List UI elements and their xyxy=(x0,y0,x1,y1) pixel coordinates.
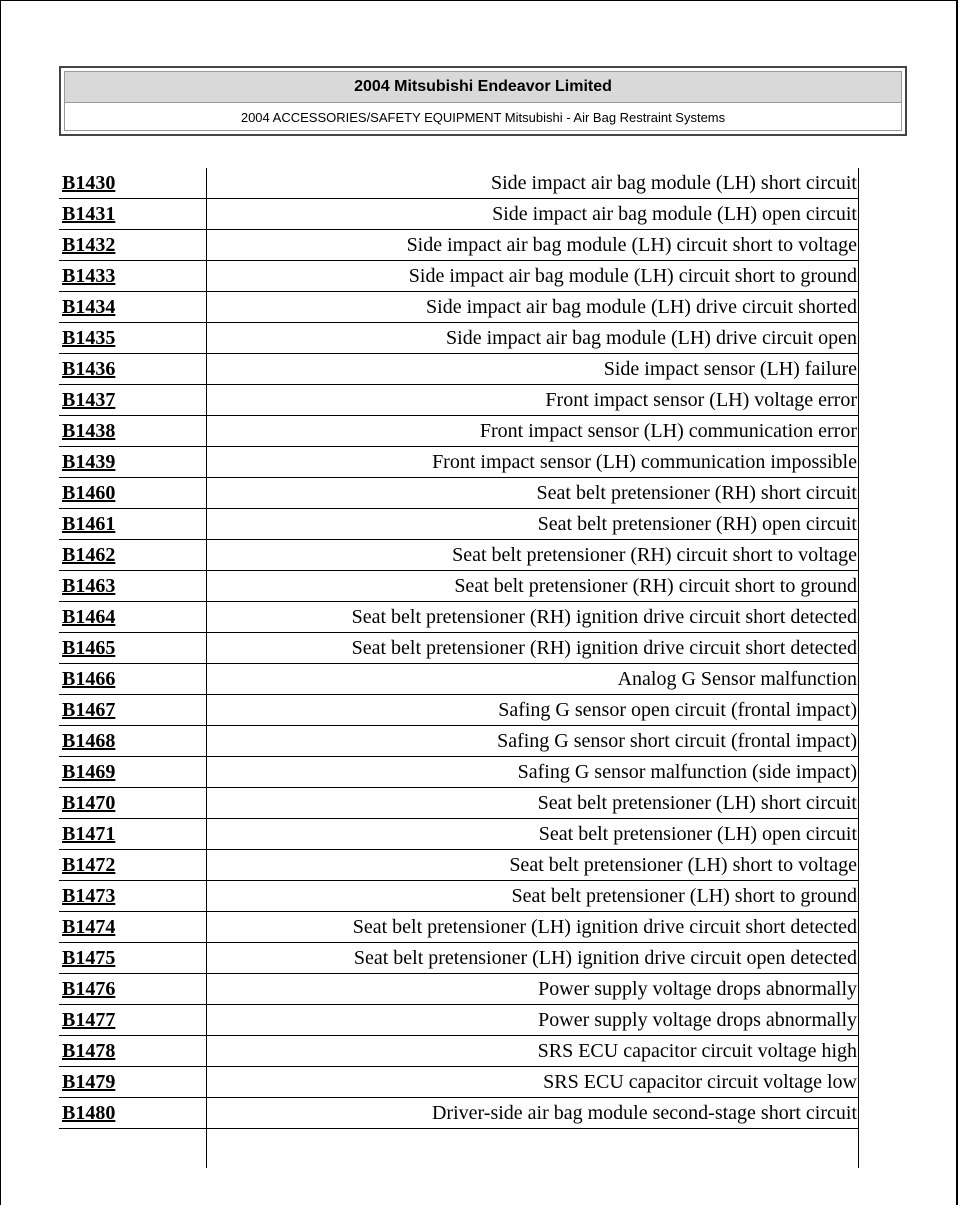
dtc-code-link[interactable]: B1472 xyxy=(62,854,116,876)
table-row xyxy=(59,881,859,912)
dtc-code-link[interactable]: B1463 xyxy=(62,575,116,597)
dtc-description: Driver-side air bag module second-stage short circuit xyxy=(431,1102,857,1124)
dtc-code-link[interactable]: B1466 xyxy=(62,668,116,690)
dtc-description: Side impact air bag module (LH) short circuit xyxy=(490,172,857,194)
table-row xyxy=(59,261,859,292)
dtc-code-link[interactable]: B1438 xyxy=(62,420,116,442)
table-row xyxy=(59,850,859,881)
dtc-code-link[interactable]: B1461 xyxy=(62,513,116,535)
dtc-code-link[interactable]: B1469 xyxy=(62,761,116,783)
dtc-code-link[interactable]: B1465 xyxy=(62,637,116,659)
dtc-code-link[interactable]: B1430 xyxy=(62,172,116,194)
header-title: 2004 Mitsubishi Endeavor Limited xyxy=(65,72,901,103)
table-row xyxy=(59,509,859,540)
dtc-description: Front impact sensor (LH) voltage error xyxy=(545,389,857,411)
table-row xyxy=(59,571,859,602)
table-row xyxy=(59,912,859,943)
dtc-description: Safing G sensor short circuit (frontal impact) xyxy=(497,730,857,752)
dtc-code-link[interactable]: B1434 xyxy=(62,296,116,318)
dtc-description: Seat belt pretensioner (RH) ignition drive circuit short detected xyxy=(351,637,857,659)
table-row xyxy=(59,1098,859,1129)
dtc-code-link[interactable]: B1433 xyxy=(62,265,116,287)
dtc-description: Seat belt pretensioner (LH) short circuit xyxy=(537,792,857,814)
dtc-description: Seat belt pretensioner (LH) ignition drive circuit short detected xyxy=(352,916,857,938)
header-inner xyxy=(64,71,902,131)
dtc-description: Seat belt pretensioner (RH) open circuit xyxy=(537,513,857,535)
dtc-description: Front impact sensor (LH) communication error xyxy=(479,420,857,442)
dtc-description: Side impact air bag module (LH) drive circuit shorted xyxy=(426,296,857,318)
dtc-code-link[interactable]: B1470 xyxy=(62,792,116,814)
dtc-code-link[interactable]: B1432 xyxy=(62,234,116,256)
dtc-description: Analog G Sensor malfunction xyxy=(617,668,857,690)
dtc-code-link[interactable]: B1473 xyxy=(62,885,116,907)
dtc-description: Seat belt pretensioner (RH) short circuit xyxy=(536,482,857,504)
dtc-description: Seat belt pretensioner (LH) ignition drive circuit open detected xyxy=(353,947,857,969)
dtc-description: Power supply voltage drops abnormally xyxy=(538,1009,857,1031)
table-row xyxy=(59,974,859,1005)
table-row xyxy=(59,416,859,447)
table-row xyxy=(59,323,859,354)
dtc-code-link[interactable]: B1436 xyxy=(62,358,116,380)
dtc-code-link[interactable]: B1471 xyxy=(62,823,116,845)
dtc-description: SRS ECU capacitor circuit voltage high xyxy=(537,1040,857,1062)
dtc-table xyxy=(59,168,859,1160)
table-row xyxy=(59,447,859,478)
table-row xyxy=(59,943,859,974)
dtc-code-link[interactable]: B1478 xyxy=(62,1040,116,1062)
dtc-description: SRS ECU capacitor circuit voltage low xyxy=(543,1071,857,1093)
table-row xyxy=(59,540,859,571)
dtc-code-link[interactable]: B1467 xyxy=(62,699,116,721)
table-row xyxy=(59,168,859,199)
dtc-code-link[interactable]: B1479 xyxy=(62,1071,116,1093)
dtc-code-link[interactable]: B1477 xyxy=(62,1009,116,1031)
dtc-description: Side impact air bag module (LH) circuit short to ground xyxy=(408,265,857,287)
dtc-description: Power supply voltage drops abnormally xyxy=(538,978,857,1000)
dtc-code-link[interactable]: B1475 xyxy=(62,947,116,969)
table-row xyxy=(59,385,859,416)
dtc-code-link[interactable]: B1476 xyxy=(62,978,116,1000)
dtc-code-link[interactable]: B1439 xyxy=(62,451,116,473)
dtc-description: Front impact sensor (LH) communication impossible xyxy=(432,451,857,473)
table-row xyxy=(59,602,859,633)
table-row xyxy=(59,695,859,726)
dtc-code-link[interactable]: B1460 xyxy=(62,482,116,504)
table-row xyxy=(59,1036,859,1067)
header-subtitle: 2004 ACCESSORIES/SAFETY EQUIPMENT Mitsubishi - Air Bag Restraint Systems xyxy=(240,110,726,125)
dtc-code-link[interactable]: B1480 xyxy=(62,1102,116,1124)
dtc-description: Side impact air bag module (LH) drive circuit open xyxy=(446,327,857,349)
table-row xyxy=(59,633,859,664)
table-row xyxy=(59,726,859,757)
table-row xyxy=(59,199,859,230)
dtc-description: Seat belt pretensioner (RH) ignition drive circuit short detected xyxy=(351,606,857,628)
dtc-code-link[interactable]: B1468 xyxy=(62,730,116,752)
table-row xyxy=(59,354,859,385)
dtc-code-link[interactable]: B1435 xyxy=(62,327,116,349)
dtc-description: Seat belt pretensioner (LH) open circuit xyxy=(538,823,857,845)
dtc-description: Seat belt pretensioner (LH) short to voltage xyxy=(509,854,857,876)
table-row xyxy=(59,230,859,261)
dtc-description: Side impact air bag module (LH) open circuit xyxy=(492,203,857,225)
table-row-empty xyxy=(59,1129,859,1160)
dtc-description: Side impact sensor (LH) failure xyxy=(603,358,857,380)
dtc-description: Safing G sensor malfunction (side impact) xyxy=(517,761,857,783)
dtc-description: Safing G sensor open circuit (frontal impact) xyxy=(498,699,857,721)
dtc-code-link[interactable]: B1431 xyxy=(62,203,116,225)
table-row xyxy=(59,757,859,788)
dtc-code-link[interactable]: B1474 xyxy=(62,916,116,938)
document-header xyxy=(59,66,907,136)
table-row xyxy=(59,292,859,323)
table-row xyxy=(59,478,859,509)
table-row xyxy=(59,664,859,695)
dtc-code-link[interactable]: B1437 xyxy=(62,389,116,411)
dtc-description: Seat belt pretensioner (LH) short to ground xyxy=(511,885,857,907)
table-row xyxy=(59,788,859,819)
table-row xyxy=(59,1005,859,1036)
dtc-description: Seat belt pretensioner (RH) circuit short to ground xyxy=(454,575,857,597)
table-row xyxy=(59,1067,859,1098)
dtc-code-link[interactable]: B1464 xyxy=(62,606,116,628)
dtc-description: Seat belt pretensioner (RH) circuit short to voltage xyxy=(452,544,857,566)
dtc-code-link[interactable]: B1462 xyxy=(62,544,116,566)
table-row xyxy=(59,819,859,850)
dtc-description: Side impact air bag module (LH) circuit short to voltage xyxy=(406,234,857,256)
